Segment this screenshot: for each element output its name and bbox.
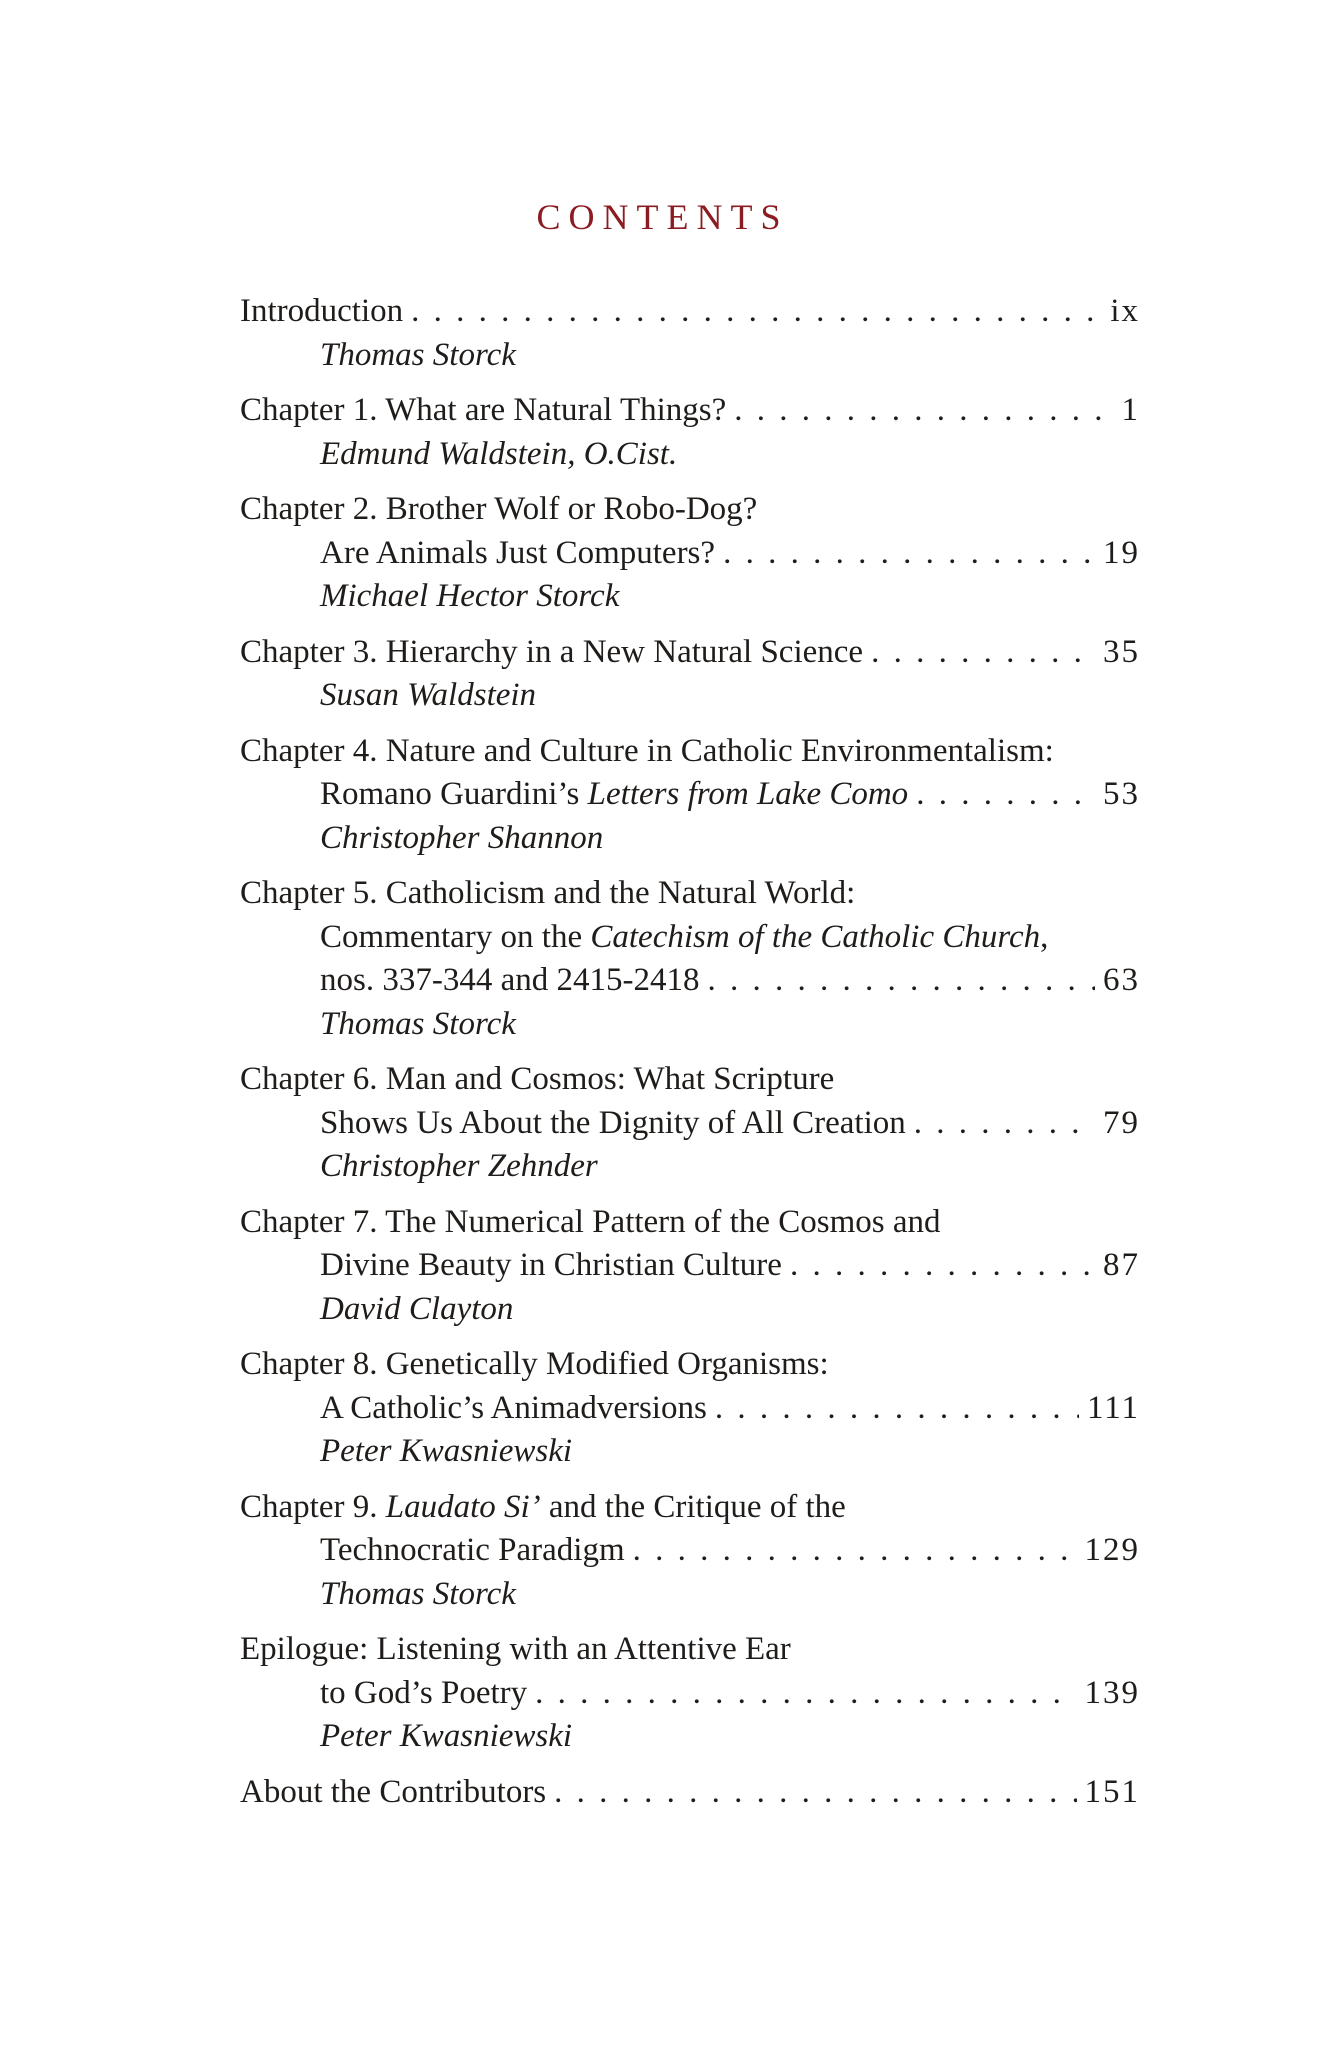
toc-entry-text <box>240 1058 834 1102</box>
page-number: 129 <box>1084 1532 1140 1568</box>
title-segment: Epilogue: Listening with an Attentive Ear <box>240 1631 791 1667</box>
dot-leader <box>715 1387 1079 1431</box>
dot-leader <box>554 1771 1076 1815</box>
toc-entry-text <box>320 1102 906 1146</box>
toc-entry-title-continuation <box>240 532 1140 576</box>
dot-leader <box>914 1102 1095 1146</box>
dot-leader <box>871 631 1095 675</box>
dot-leader <box>633 1529 1077 1573</box>
toc-entry-text <box>240 389 726 433</box>
toc-entry-text <box>240 488 757 532</box>
page-number: 111 <box>1086 1389 1140 1426</box>
toc-entry-author: Christopher Shannon <box>320 819 604 856</box>
toc-entry <box>240 1771 1140 1815</box>
toc-entry-text <box>240 1771 546 1815</box>
toc-entry <box>240 1201 1140 1332</box>
toc-entry <box>240 290 1140 377</box>
title-segment: Chapter 3. Hierarchy in a New Natural Science <box>240 633 864 670</box>
title-segment: , <box>1040 918 1049 955</box>
toc-entry-title <box>240 1771 1140 1815</box>
title-segment: Introduction <box>240 293 404 329</box>
toc-entry-title-continuation <box>240 916 1140 960</box>
toc-entry-title <box>240 290 1140 334</box>
toc-entry-text <box>240 872 855 916</box>
toc-entry-text <box>240 730 1054 774</box>
title-segment: Chapter 1. What are Natural Things? <box>240 392 727 428</box>
page-number: 87 <box>1103 1247 1140 1283</box>
toc-entry <box>240 389 1140 476</box>
toc-entry-text <box>240 1201 940 1245</box>
title-segment: Technocratic Paradigm <box>320 1532 625 1568</box>
title-segment: Shows Us About the Dignity of All Creation <box>320 1104 906 1141</box>
title-segment: and the Critique of the <box>540 1488 846 1525</box>
page-number: 79 <box>1103 1104 1140 1141</box>
title-segment: Chapter 2. Brother Wolf or Robo-Dog? <box>240 491 758 527</box>
toc-entry-text <box>240 1628 791 1672</box>
toc-entry <box>240 488 1140 619</box>
toc-entry-title <box>240 1343 1140 1387</box>
toc-entry-title <box>240 1628 1140 1672</box>
toc-entry-author: Susan Waldstein <box>320 677 537 713</box>
title-segment: Chapter 8. Genetically Modified Organisms: <box>240 1346 829 1382</box>
toc-entry-author: Christopher Zehnder <box>320 1148 598 1184</box>
toc-entry <box>240 631 1140 718</box>
toc-entry-title <box>240 730 1140 774</box>
page-number: 151 <box>1084 1773 1140 1810</box>
toc-entry-title-continuation <box>240 1672 1140 1716</box>
toc-entry-title <box>240 389 1140 433</box>
dot-leader <box>723 532 1095 576</box>
toc-entry-author: Peter Kwasniewski <box>320 1718 573 1754</box>
page-number: 19 <box>1103 534 1140 571</box>
toc-entry-text <box>320 959 699 1003</box>
page-number: 35 <box>1103 633 1140 670</box>
toc-entry <box>240 730 1140 861</box>
toc-entry <box>240 1486 1140 1617</box>
title-segment: Chapter 9. <box>240 1488 386 1525</box>
toc-entry-author: Peter Kwasniewski <box>320 1433 573 1469</box>
toc-entry-text <box>320 916 1048 960</box>
toc-entry-text <box>320 1529 625 1573</box>
dot-leader <box>790 1244 1095 1288</box>
toc-entry-title-continuation <box>240 959 1140 1003</box>
toc-entry-title <box>240 1486 1140 1530</box>
toc-entry <box>240 872 1140 1046</box>
toc-entry-author: Thomas Storck <box>320 1575 516 1612</box>
dot-leader <box>535 1672 1076 1716</box>
toc-entry-text <box>320 1244 782 1288</box>
toc-entry-text <box>320 773 908 817</box>
table-of-contents <box>240 290 1140 1826</box>
toc-entry <box>240 1058 1140 1189</box>
page-number: 139 <box>1084 1674 1140 1711</box>
italic-title-segment: Laudato Si’ <box>385 1488 541 1525</box>
toc-entry-title-continuation <box>240 1387 1140 1431</box>
italic-title-segment: Letters from Lake Como <box>587 776 909 812</box>
toc-entry-text <box>320 1672 527 1716</box>
page-number: 53 <box>1103 776 1140 812</box>
page-number: 1 <box>1121 392 1140 428</box>
toc-entry-text <box>320 1387 707 1431</box>
toc-entry-title <box>240 1058 1140 1102</box>
toc-entry-text <box>320 532 715 576</box>
title-segment: Chapter 4. Nature and Culture in Catholic Environmentalism: <box>240 732 1054 769</box>
dot-leader <box>916 773 1095 817</box>
toc-entry-title <box>240 1201 1140 1245</box>
page-number: 63 <box>1103 962 1140 998</box>
page-title: CONTENTS <box>536 197 789 237</box>
toc-entry-text <box>240 290 403 334</box>
toc-entry-title-continuation <box>240 1244 1140 1288</box>
toc-entry-title-continuation <box>240 773 1140 817</box>
title-segment: to God’s Poetry <box>320 1674 528 1711</box>
title-segment: Chapter 5. Catholicism and the Natural World: <box>240 875 856 911</box>
title-segment: Chapter 7. The Numerical Pattern of the Cosmos and <box>240 1203 941 1240</box>
title-segment: Romano Guardini’s <box>320 776 588 812</box>
toc-entry-author: Michael Hector Storck <box>320 578 620 614</box>
toc-entry-author: David Clayton <box>320 1290 514 1327</box>
toc-entry-text <box>240 631 863 675</box>
title-segment: nos. 337-344 and 2415-2418 <box>320 962 700 998</box>
toc-entry-text <box>240 1486 846 1530</box>
toc-entry-author: Thomas Storck <box>320 336 516 373</box>
toc-entry-author: Edmund Waldstein, O.Cist. <box>320 435 678 472</box>
title-segment: A Catholic’s Animadversions <box>320 1389 707 1426</box>
page-number: ix <box>1110 293 1140 329</box>
toc-entry-author: Thomas Storck <box>320 1005 516 1042</box>
toc-entry-text <box>240 1343 829 1387</box>
toc-entry <box>240 1343 1140 1474</box>
toc-entry <box>240 1628 1140 1759</box>
toc-entry-title <box>240 631 1140 675</box>
title-segment: Commentary on the <box>320 918 591 955</box>
title-segment: Chapter 6. Man and Cosmos: What Scripture <box>240 1061 835 1097</box>
title-segment: About the Contributors <box>240 1773 547 1810</box>
dot-leader <box>411 290 1102 334</box>
toc-entry-title <box>240 872 1140 916</box>
title-segment: Divine Beauty in Christian Culture <box>320 1247 782 1283</box>
dot-leader <box>734 389 1113 433</box>
italic-title-segment: Catechism of the Catholic Church <box>590 918 1041 955</box>
toc-entry-title <box>240 488 1140 532</box>
dot-leader <box>707 959 1095 1003</box>
toc-entry-title-continuation <box>240 1529 1140 1573</box>
title-segment: Are Animals Just Computers? <box>320 534 716 571</box>
toc-entry-title-continuation <box>240 1102 1140 1146</box>
